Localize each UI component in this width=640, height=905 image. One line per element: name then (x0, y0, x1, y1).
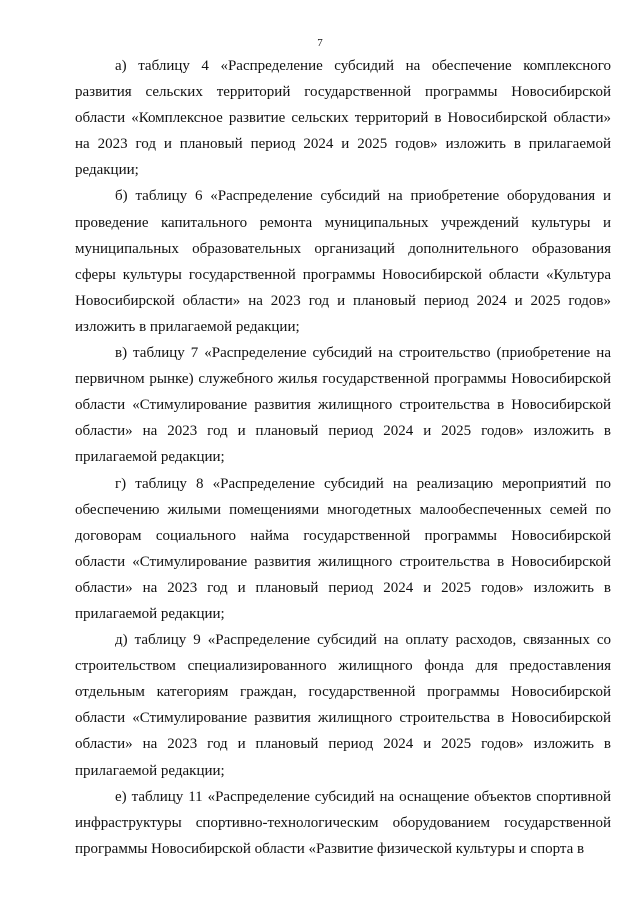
paragraph-a: а) таблицу 4 «Распределение субсидий на обеспечение комплексного развития сельских территорий государственной программы Новосибирской области «Комплексное развитие сельских территорий в Новосибирской области» на 2023 год и плановый период 2024 и 2025 годов» изложить в прилагаемой редакции; (75, 58, 611, 179)
paragraph-d: д) таблицу 9 «Распределение субсидий на оплату расходов, связанных со строительством специализированного жилищного фонда для предоставления отдельным категориям граждан, государственной программы Новосибирской области «Стимулирование развития жилищного строительства в Новосибирской области» на 2023 год и плановый период 2024 и 2025 годов» изложить в прилагаемой редакции; (75, 632, 611, 779)
paragraph-v: в) таблицу 7 «Распределение субсидий на строительство (приобретение на первичном рынке) служебного жилья государственной программы Новосибирской области «Стимулирование развития жилищного строительства в Новосибирской области» на 2023 год и плановый период 2024 и 2025 годов» изложить в прилагаемой редакции; (75, 345, 611, 466)
page-number: 7 (317, 37, 323, 49)
document-body (75, 53, 611, 862)
paragraph-b: б) таблицу 6 «Распределение субсидий на приобретение оборудования и проведение капитального ремонта муниципальных учреждений культуры и муниципальных образовательных организаций дополнительного образования сферы культуры государственной программы Новосибирской области «Культура Новосибирской области» на 2023 год и плановый период 2024 и 2025 годов» изложить в прилагаемой редакции; (75, 188, 611, 335)
paragraph-e: е) таблицу 11 «Распределение субсидий на оснащение объектов спортивной инфраструктуры спортивно-технологическим оборудованием государственной программы Новосибирской области «Развитие физической культуры и спорта в (75, 788, 611, 857)
paragraph-g: г) таблицу 8 «Распределение субсидий на реализацию мероприятий по обеспечению жилыми помещениями многодетных малообеспеченных семей по договорам социального найма государственной программы Новосибирской области «Стимулирование развития жилищного строительства в Новосибирской области» на 2023 год и плановый период 2024 и 2025 годов» изложить в прилагаемой редакции; (75, 475, 611, 622)
